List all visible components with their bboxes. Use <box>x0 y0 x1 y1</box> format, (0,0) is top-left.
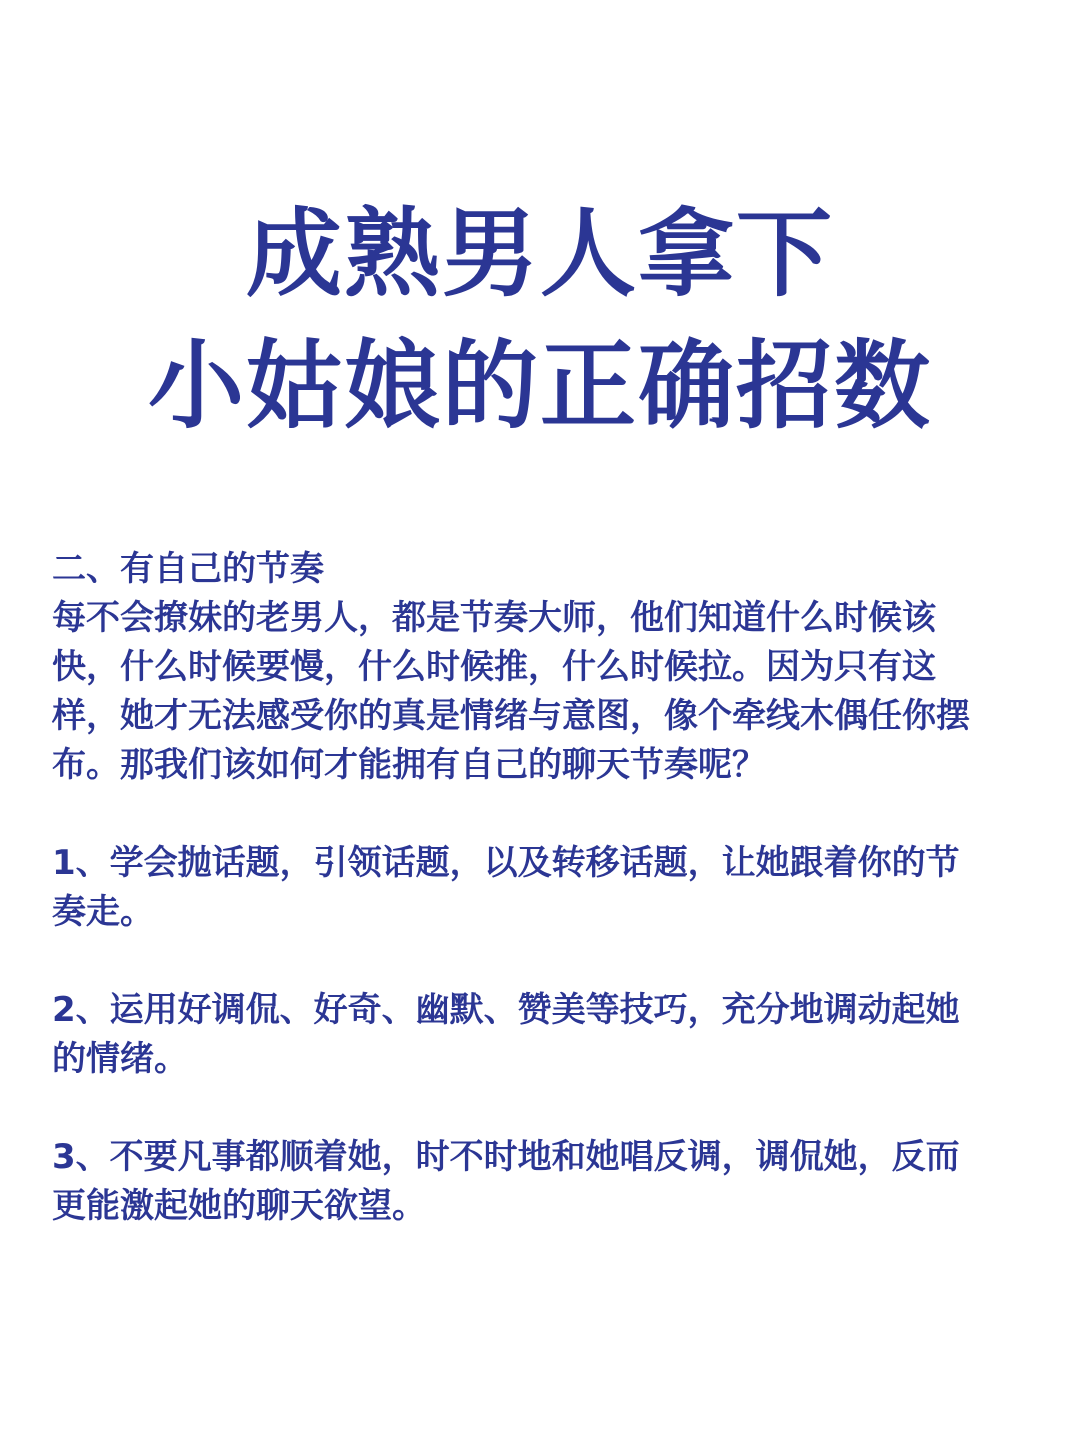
intro-line: 每不会撩妹的老男人，都是节奏大师，他们知道什么时候该 <box>52 598 936 638</box>
list-item-line: 的情绪。 <box>52 1039 188 1079</box>
list-item-line: 奏走。 <box>52 892 154 932</box>
intro-line: 快，什么时候要慢，什么时候推，什么时候拉。因为只有这 <box>52 647 936 687</box>
intro-line: 样，她才无法感受你的真是情绪与意图，像个牵线木偶任你摆 <box>52 696 970 736</box>
list-item-2 <box>52 986 1037 1084</box>
page-title <box>0 188 1080 452</box>
paragraph-spacer <box>52 937 1037 986</box>
section-heading: 二、有自己的节奏 <box>52 549 324 589</box>
list-item-3 <box>52 1133 1037 1231</box>
list-item-1 <box>52 839 1037 937</box>
list-item-line: 2、运用好调侃、好奇、幽默、赞美等技巧，充分地调动起她 <box>52 990 960 1030</box>
intro-line: 布。那我们该如何才能拥有自己的聊天节奏呢？ <box>52 745 766 785</box>
list-item-line: 更能激起她的聊天欲望。 <box>52 1186 426 1226</box>
paragraph-spacer <box>52 790 1037 839</box>
article-body <box>52 545 1037 1231</box>
paragraph-spacer <box>52 1084 1037 1133</box>
list-item-line: 1、学会抛话题，引领话题，以及转移话题，让她跟着你的节 <box>52 843 960 883</box>
title-line-2: 小姑娘的正确招数 <box>148 330 932 442</box>
list-item-line: 3、不要凡事都顺着她，时不时地和她唱反调，调侃她，反而 <box>52 1137 960 1177</box>
title-line-1: 成熟男人拿下 <box>246 198 834 310</box>
